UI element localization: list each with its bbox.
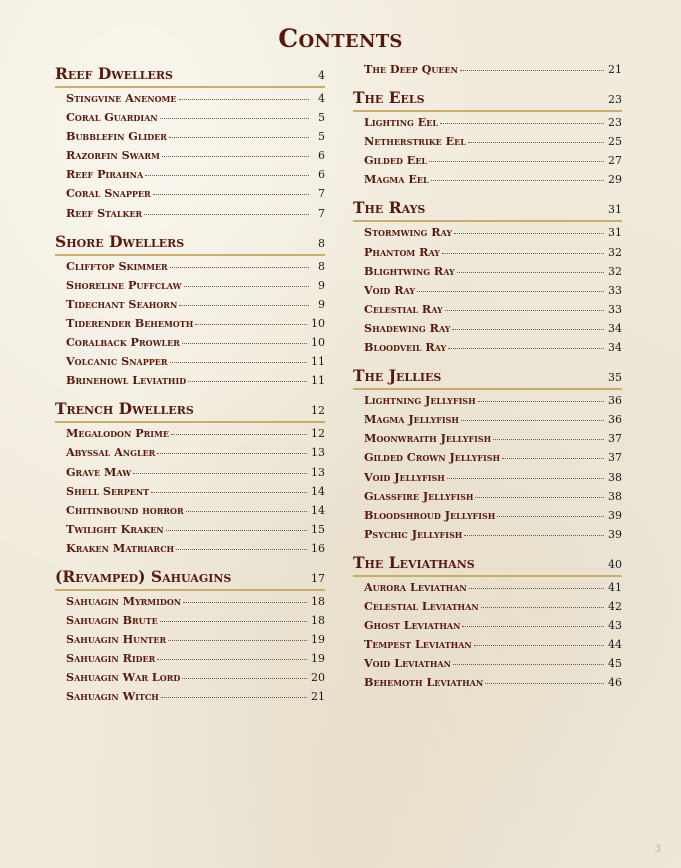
section-page-number: 23 xyxy=(608,93,622,107)
dot-leader xyxy=(169,137,309,138)
entry-page-number: 36 xyxy=(608,394,622,408)
dot-leader xyxy=(485,683,604,684)
entry-name: Celestial Leviathan xyxy=(364,598,479,613)
toc-entry-netherstrike-eel[interactable] xyxy=(353,134,622,153)
entry-page-number: 9 xyxy=(318,297,325,311)
entry-name: Bloodshroud Jellyfish xyxy=(364,507,496,522)
entry-page-number: 33 xyxy=(608,302,622,316)
dot-leader xyxy=(453,664,604,665)
toc-entry-coral-guardian[interactable] xyxy=(55,110,325,129)
entry-page-number: 9 xyxy=(318,278,325,292)
entry-name: Magma Jellyfish xyxy=(364,412,459,427)
entry-page-number: 16 xyxy=(311,541,325,555)
entry-page-number: 21 xyxy=(608,63,622,76)
entry-name: Glassfire Jellyfish xyxy=(364,488,474,503)
dot-leader xyxy=(170,362,307,363)
toc-section-the-jellies[interactable] xyxy=(353,366,622,390)
section-entries xyxy=(55,591,325,714)
dot-leader xyxy=(454,233,604,234)
dot-leader xyxy=(481,607,604,608)
continued-entries xyxy=(353,62,622,86)
toc-entry-phantom-ray[interactable] xyxy=(353,245,622,264)
dot-leader xyxy=(474,645,604,646)
dot-leader xyxy=(151,492,307,493)
section-page-number: 12 xyxy=(311,404,325,418)
entry-name: Blightwing Ray xyxy=(364,263,455,278)
entry-name: Clifftop Skimmer xyxy=(66,258,168,273)
entry-name: Razorfin Swarm xyxy=(66,148,160,163)
dot-leader xyxy=(160,118,309,119)
dot-leader xyxy=(461,420,604,421)
entry-name: Sahuagin Myrmidon xyxy=(66,593,182,608)
toc-entry-shoreline-puffclaw[interactable] xyxy=(55,278,325,297)
entry-page-number: 23 xyxy=(608,116,622,130)
entry-page-number: 19 xyxy=(311,633,325,647)
entry-page-number: 32 xyxy=(608,245,622,259)
toc-entry-bubblefin-glider[interactable] xyxy=(55,129,325,148)
entry-page-number: 39 xyxy=(608,527,622,541)
entry-page-number: 42 xyxy=(608,599,622,613)
entry-page-number: 11 xyxy=(311,374,325,388)
toc-entry-sahuagin-myrmidon[interactable] xyxy=(55,594,325,613)
entry-page-number: 29 xyxy=(608,173,622,187)
entry-page-number: 34 xyxy=(608,341,622,355)
entry-name: Sahuagin Rider xyxy=(66,651,156,666)
toc-section-the-eels[interactable] xyxy=(353,88,622,112)
toc-entry-twilight-kraken[interactable] xyxy=(55,522,325,541)
entry-page-number: 39 xyxy=(608,508,622,522)
entry-name: The Deep Queen xyxy=(364,62,458,76)
entry-page-number: 37 xyxy=(608,432,622,446)
toc-entry-sahuagin-witch[interactable] xyxy=(55,689,325,708)
dot-leader xyxy=(429,161,604,162)
entry-name: Coralback Prowler xyxy=(66,335,180,350)
dot-leader xyxy=(183,602,307,603)
section-page-number: 31 xyxy=(608,203,622,217)
entry-page-number: 11 xyxy=(311,355,325,369)
dot-leader xyxy=(171,434,307,435)
entry-name: Psychic Jellyfish xyxy=(364,526,463,541)
entry-name: Sahuagin Hunter xyxy=(66,632,167,647)
dot-leader xyxy=(161,697,307,698)
entry-name: Stingvine Anenome xyxy=(66,91,177,105)
entry-page-number: 37 xyxy=(608,451,622,465)
entry-page-number: 6 xyxy=(318,168,325,182)
toc-entry-celestial-leviathan[interactable] xyxy=(353,599,622,618)
entry-name: Void Ray xyxy=(364,282,416,297)
entry-page-number: 44 xyxy=(608,638,622,652)
dot-leader xyxy=(133,473,307,474)
toc-entry-celestial-ray[interactable] xyxy=(353,302,622,321)
section-title: The Eels xyxy=(353,88,425,108)
entry-name: Phantom Ray xyxy=(364,244,440,259)
toc-entry-sahuagin-war-lord[interactable] xyxy=(55,670,325,689)
entry-name: Gilded Crown Jellyfish xyxy=(364,450,501,465)
entry-page-number: 46 xyxy=(608,676,622,690)
toc-entry-stormwing-ray[interactable] xyxy=(353,225,622,244)
entry-page-number: 36 xyxy=(608,413,622,427)
entry-name: Sahuagin Witch xyxy=(66,689,159,704)
entry-name: Moonwraith Jellyfish xyxy=(364,431,492,446)
dot-leader xyxy=(502,458,604,459)
entry-page-number: 4 xyxy=(318,92,325,105)
toc-entry-grave-maw[interactable] xyxy=(55,465,325,484)
page-title: Contents xyxy=(278,24,403,53)
toc-entry-glassfire-jellyfish[interactable] xyxy=(353,489,622,508)
entry-page-number: 21 xyxy=(311,690,325,704)
section-page-number: 40 xyxy=(608,557,622,571)
toc-entry-magma-eel[interactable] xyxy=(353,172,622,191)
section-title: (Revamped) Sahuagins xyxy=(55,566,232,586)
section-entries xyxy=(55,423,325,565)
section-title: The Rays xyxy=(353,198,426,218)
entry-page-number: 18 xyxy=(311,594,325,608)
entry-page-number: 6 xyxy=(318,149,325,163)
entry-name: Behemoth Leviathan xyxy=(364,675,484,690)
section-title: The Jellies xyxy=(353,366,442,386)
entry-page-number: 43 xyxy=(608,619,622,633)
dot-leader xyxy=(170,267,309,268)
toc-entry-the-deep-queen[interactable] xyxy=(353,62,622,81)
toc-section-the-rays[interactable] xyxy=(353,198,622,222)
dot-leader xyxy=(440,123,604,124)
entry-page-number: 38 xyxy=(608,489,622,503)
entry-name: Bubblefin Glider xyxy=(66,129,167,144)
entry-name: Shadewing Ray xyxy=(364,320,451,335)
toc-section-revamped-sahuagins[interactable] xyxy=(55,567,325,591)
toc-entry-razorfin-swarm[interactable] xyxy=(55,148,325,167)
section-entries xyxy=(55,256,325,398)
entry-name: Coral Guardian xyxy=(66,110,158,125)
dot-leader xyxy=(431,180,604,181)
toc-entry-kraken-matriarch[interactable] xyxy=(55,541,325,560)
dot-leader xyxy=(166,530,307,531)
toc-section-shore-dwellers[interactable] xyxy=(55,232,325,256)
toc-entry-void-ray[interactable] xyxy=(353,283,622,302)
dot-leader xyxy=(168,640,307,641)
toc-right-column xyxy=(353,62,622,699)
dot-leader xyxy=(144,214,309,215)
toc-entry-coralback-prowler[interactable] xyxy=(55,335,325,354)
entry-name: Void Leviathan xyxy=(364,656,451,671)
toc-entry-clifftop-skimmer[interactable] xyxy=(55,259,325,278)
entry-page-number: 19 xyxy=(311,652,325,666)
entry-name: Shoreline Puffclaw xyxy=(66,277,182,292)
entry-page-number: 20 xyxy=(311,671,325,685)
entry-page-number: 18 xyxy=(311,614,325,628)
section-title: Trench Dwellers xyxy=(55,399,194,419)
entry-name: Magma Eel xyxy=(364,172,429,187)
toc-entry-lighting-eel[interactable] xyxy=(353,115,622,134)
dot-leader xyxy=(448,348,604,349)
entry-page-number: 13 xyxy=(311,465,325,479)
entry-name: Twilight Kraken xyxy=(66,521,164,536)
section-entries xyxy=(353,390,622,551)
toc-entry-gilded-eel[interactable] xyxy=(353,153,622,172)
toc-entry-sahuagin-rider[interactable] xyxy=(55,651,325,670)
toc-section-the-leviathans[interactable] xyxy=(353,553,622,577)
dot-leader xyxy=(442,253,604,254)
entry-name: Coral Snapper xyxy=(66,186,151,201)
dot-leader xyxy=(184,286,309,287)
entry-name: Tidechant Seahorn xyxy=(66,296,178,311)
dot-leader xyxy=(457,272,604,273)
entry-name: Stormwing Ray xyxy=(364,225,453,240)
toc-entry-shadewing-ray[interactable] xyxy=(353,321,622,340)
entry-name: Megalodon Prime xyxy=(66,426,169,441)
toc-entry-lightning-jellyfish[interactable] xyxy=(353,393,622,412)
toc-entry-shell-serpent[interactable] xyxy=(55,484,325,503)
entry-name: Chitinbound horror xyxy=(66,502,184,517)
dot-leader xyxy=(464,535,604,536)
section-entries xyxy=(353,577,622,700)
toc-entry-moonwraith-jellyfish[interactable] xyxy=(353,431,622,450)
entry-page-number: 5 xyxy=(318,111,325,125)
entry-page-number: 33 xyxy=(608,283,622,297)
entry-page-number: 31 xyxy=(608,226,622,240)
section-page-number: 17 xyxy=(311,571,325,585)
entry-page-number: 15 xyxy=(311,522,325,536)
toc-section-reef-dwellers[interactable] xyxy=(55,64,325,88)
section-title: Reef Dwellers xyxy=(55,64,173,83)
entry-page-number: 32 xyxy=(608,264,622,278)
toc-entry-brinehowl-leviathid[interactable] xyxy=(55,373,325,392)
toc-entry-tiderender-behemoth[interactable] xyxy=(55,316,325,335)
dot-leader xyxy=(160,621,307,622)
dot-leader xyxy=(162,156,309,157)
toc-entry-stingvine-anenome[interactable] xyxy=(55,91,325,110)
dot-leader xyxy=(153,194,309,195)
section-page-number: 4 xyxy=(318,69,325,82)
entry-name: Brinehowl Leviathid xyxy=(66,373,187,388)
entry-name: Reef Stalker xyxy=(66,205,143,220)
dot-leader xyxy=(188,381,307,382)
entry-name: Celestial Ray xyxy=(364,301,443,316)
entry-name: Lighting Eel xyxy=(364,115,438,130)
entry-name: Gilded Eel xyxy=(364,153,428,168)
entry-name: Ghost Leviathan xyxy=(364,618,461,633)
toc-entry-bloodshroud-jellyfish[interactable] xyxy=(353,508,622,527)
dot-leader xyxy=(157,453,307,454)
dot-leader xyxy=(452,329,604,330)
toc-section-trench-dwellers[interactable] xyxy=(55,399,325,423)
toc-left-column xyxy=(55,62,325,714)
entry-name: Lightning Jellyfish xyxy=(364,393,476,408)
dot-leader xyxy=(179,99,310,100)
entry-name: Tiderender Behemoth xyxy=(66,315,194,330)
entry-name: Tempest Leviathan xyxy=(364,637,472,652)
section-title: Shore Dwellers xyxy=(55,231,185,251)
entry-name: Reef Pirahna xyxy=(66,167,144,182)
toc-entry-gilded-crown-jellyfish[interactable] xyxy=(353,450,622,469)
toc-entry-chitinbound-horror[interactable] xyxy=(55,503,325,522)
toc-entry-magma-jellyfish[interactable] xyxy=(353,412,622,431)
toc-entry-volcanic-snapper[interactable] xyxy=(55,354,325,373)
toc-entry-sahuagin-hunter[interactable] xyxy=(55,632,325,651)
entry-name: Volcanic Snapper xyxy=(66,354,168,369)
entry-page-number: 7 xyxy=(318,206,325,220)
toc-entry-tempest-leviathan[interactable] xyxy=(353,637,622,656)
toc-entry-megalodon-prime[interactable] xyxy=(55,426,325,445)
toc-entry-bloodveil-ray[interactable] xyxy=(353,340,622,359)
entry-name: Netherstrike Eel xyxy=(364,134,466,149)
entry-name: Bloodveil Ray xyxy=(364,340,447,355)
page-number: 3 xyxy=(654,844,661,855)
toc-entry-psychic-jellyfish[interactable] xyxy=(353,527,622,546)
dot-leader xyxy=(182,343,307,344)
toc-entry-coral-snapper[interactable] xyxy=(55,186,325,205)
dot-leader xyxy=(145,175,309,176)
entry-page-number: 34 xyxy=(608,321,622,335)
dot-leader xyxy=(497,516,604,517)
entry-name: Abyssal Angler xyxy=(66,445,156,460)
section-page-number: 8 xyxy=(318,236,325,250)
entry-page-number: 14 xyxy=(311,484,325,498)
entry-page-number: 7 xyxy=(318,187,325,201)
dot-leader xyxy=(195,324,307,325)
entry-page-number: 25 xyxy=(608,135,622,149)
entry-page-number: 27 xyxy=(608,154,622,168)
dot-leader xyxy=(462,626,604,627)
section-entries xyxy=(353,222,622,364)
toc-entry-reef-pirahna[interactable] xyxy=(55,167,325,186)
toc-entry-ghost-leviathan[interactable] xyxy=(353,618,622,637)
entry-name: Kraken Matriarch xyxy=(66,540,175,555)
section-entries xyxy=(55,88,325,230)
entry-page-number: 41 xyxy=(608,580,622,594)
entry-name: Shell Serpent xyxy=(66,483,150,498)
toc-entry-blightwing-ray[interactable] xyxy=(353,264,622,283)
dot-leader xyxy=(447,478,604,479)
entry-page-number: 12 xyxy=(311,427,325,441)
dot-leader xyxy=(493,439,604,440)
toc-entry-tidechant-seahorn[interactable] xyxy=(55,297,325,316)
section-entries xyxy=(353,112,622,196)
dot-leader xyxy=(478,401,604,402)
dot-leader xyxy=(182,678,307,679)
dot-leader xyxy=(157,659,307,660)
toc-entry-void-jellyfish[interactable] xyxy=(353,470,622,489)
toc-entry-abyssal-angler[interactable] xyxy=(55,445,325,464)
toc-entry-reef-stalker[interactable] xyxy=(55,206,325,225)
toc-entry-behemoth-leviathan[interactable] xyxy=(353,675,622,694)
dot-leader xyxy=(468,142,604,143)
entry-page-number: 5 xyxy=(318,130,325,144)
entry-page-number: 10 xyxy=(311,336,325,350)
dot-leader xyxy=(176,549,307,550)
dot-leader xyxy=(460,70,604,71)
entry-page-number: 38 xyxy=(608,470,622,484)
entry-name: Sahuagin Brute xyxy=(66,613,158,628)
entry-name: Aurora Leviathan xyxy=(364,579,467,594)
toc-entry-void-leviathan[interactable] xyxy=(353,656,622,675)
toc-entry-aurora-leviathan[interactable] xyxy=(353,580,622,599)
entry-name: Void Jellyfish xyxy=(364,469,445,484)
entry-name: Sahuagin War Lord xyxy=(66,670,181,685)
dot-leader xyxy=(469,588,604,589)
entry-page-number: 13 xyxy=(311,446,325,460)
section-page-number: 35 xyxy=(608,371,622,385)
dot-leader xyxy=(475,497,604,498)
toc-entry-sahuagin-brute[interactable] xyxy=(55,613,325,632)
entry-page-number: 14 xyxy=(311,503,325,517)
section-title: The Leviathans xyxy=(353,552,475,572)
entry-page-number: 10 xyxy=(311,316,325,330)
entry-page-number: 45 xyxy=(608,657,622,671)
dot-leader xyxy=(186,511,307,512)
entry-name: Grave Maw xyxy=(66,464,132,479)
entry-page-number: 8 xyxy=(318,259,325,273)
dot-leader xyxy=(445,310,604,311)
dot-leader xyxy=(417,291,604,292)
dot-leader xyxy=(179,305,309,306)
